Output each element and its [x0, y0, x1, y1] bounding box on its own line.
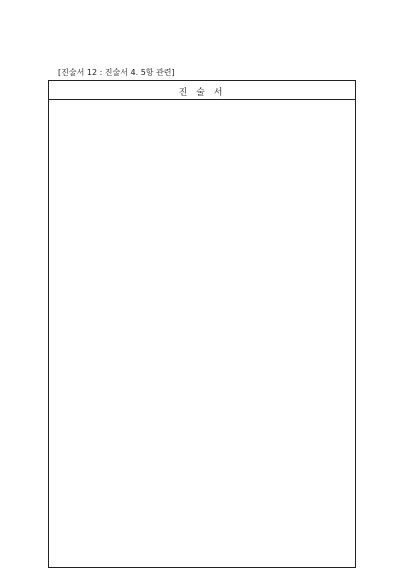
paragraph-line — [63, 177, 347, 191]
paragraph-1 — [63, 107, 347, 205]
paragraph-line — [63, 163, 347, 177]
paragraph-line — [63, 149, 347, 163]
document-title: 진 술 서 — [178, 88, 226, 98]
paragraph-line — [63, 305, 347, 319]
paragraph-line — [63, 347, 347, 361]
paragraph-line — [63, 499, 347, 513]
paragraph-3 — [63, 403, 347, 431]
paragraph-line — [63, 375, 347, 389]
paragraph-line — [63, 221, 347, 235]
paragraph-line — [63, 191, 347, 205]
paragraph-line — [63, 291, 347, 305]
paragraph-line — [63, 471, 347, 485]
paragraph-line — [63, 263, 347, 277]
paragraph-line — [63, 277, 347, 291]
paragraph-line — [63, 417, 347, 431]
paragraph-line — [63, 121, 347, 135]
paragraph-line — [63, 457, 347, 471]
paragraph-4 — [63, 457, 347, 513]
paragraph-line — [63, 235, 347, 249]
paragraph-line — [63, 135, 347, 149]
paragraph-line — [63, 333, 347, 347]
paragraph-line — [63, 485, 347, 499]
paragraph-line — [63, 403, 347, 417]
paragraph-line — [63, 107, 347, 121]
paragraph-line — [63, 249, 347, 263]
paragraph-line — [63, 319, 347, 333]
document-frame — [48, 80, 356, 568]
paragraph-2 — [63, 221, 347, 389]
paragraph-line — [63, 361, 347, 375]
document-label: [진술서 12 : 진술서 4. 5항 관련] — [58, 68, 175, 77]
title-divider — [49, 99, 355, 100]
